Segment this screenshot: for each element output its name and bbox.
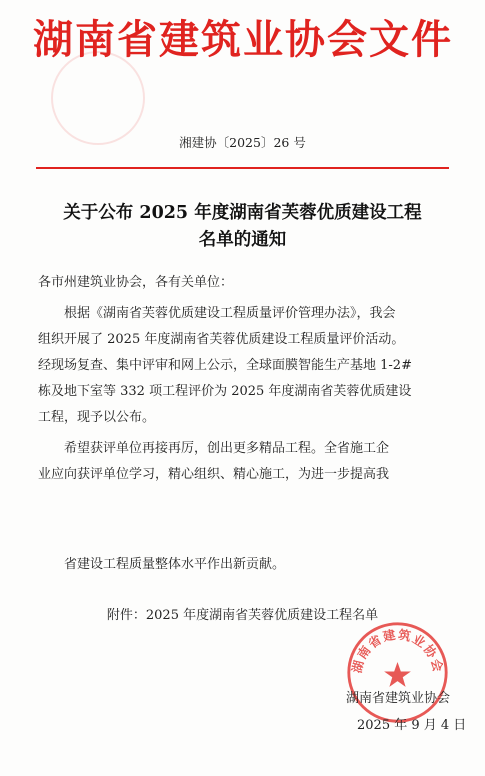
paragraph-2-line-2: 业应向获评单位学习，精心组织、精心施工，为进一步提高我 (38, 467, 390, 482)
paragraph-3-line-1: 省建设工程质量整体水平作出新贡献。 (64, 557, 286, 572)
notice-title-line-2: 名单的通知 (198, 230, 287, 250)
paragraph-1-line-3: 经现场复查、集中评审和网上公示，全球面膜智能生产基地 1-2# (38, 358, 412, 373)
salutation: 各市州建筑业协会，各有关单位： (38, 275, 234, 290)
paragraph-1-line-4: 栋及地下室等 332 项工程评价为 2025 年度湖南省芙蓉优质建设 (38, 384, 412, 399)
signature-date: 2025 年 9 月 4 日 (357, 718, 467, 733)
document-header-title: 湖南省建筑业协会文件 (33, 17, 453, 63)
paragraph-1-line-5: 工程，现予以公布。 (38, 410, 156, 425)
document-number: 湘建协〔2025〕26 号 (179, 135, 306, 150)
signer-organization: 湖南省建筑业协会 (346, 691, 451, 706)
notice-title (20, 200, 465, 254)
paragraph-1-line-2: 组织开展了 2025 年度湖南省芙蓉优质建设工程质量评价活动。 (38, 332, 405, 347)
seal-text: 湖南省建筑业协会 (348, 626, 447, 675)
header-divider (36, 167, 449, 169)
attachment-line: 附件：2025 年度湖南省芙蓉优质建设工程名单 (106, 608, 379, 623)
paragraph-1-line-1: 根据《湖南省芙蓉优质建设工程质量评价管理办法》，我会 (64, 306, 396, 321)
official-seal-icon (345, 620, 450, 725)
notice-title-line-1: 关于公布 2025 年度湖南省芙蓉优质建设工程 (63, 203, 422, 223)
paragraph-2-line-1: 希望获评单位再接再厉，创出更多精品工程。全省施工企 (64, 441, 390, 456)
